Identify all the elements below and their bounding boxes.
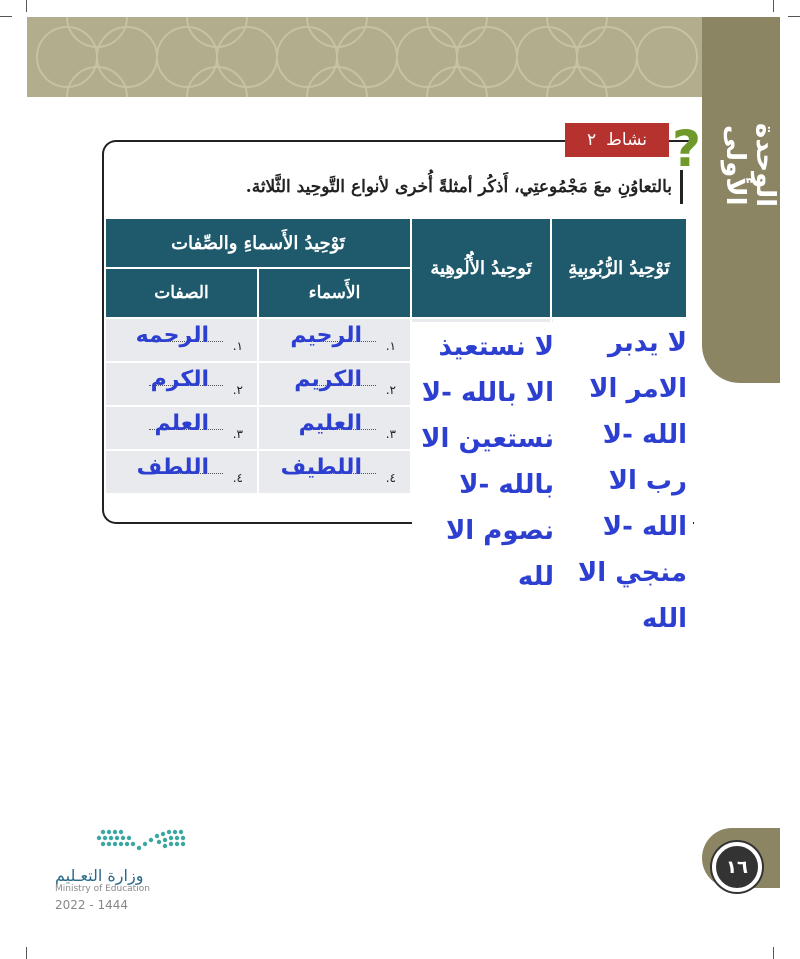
header-banner bbox=[27, 17, 770, 97]
row-index: ٣. bbox=[232, 427, 243, 441]
activity-instruction: بالتعاوُنِ معَ مَجْمُوعتِي، أَذكُر أمثلةً أُخرى لأنواع التَّوحِيد الثَّلاثة. bbox=[140, 170, 683, 204]
answer-name: الكريم bbox=[294, 367, 362, 392]
ministry-name-en: Ministry of Education bbox=[55, 884, 150, 894]
header-rububiyyah: تَوْحِيدُ الرُّبُوبِيةِ bbox=[551, 218, 687, 318]
attribute-cell[interactable] bbox=[105, 406, 258, 450]
answer-name: اللطيف bbox=[280, 455, 362, 480]
banner-pattern bbox=[27, 17, 770, 97]
uluhiyyah-answer: لا نستعيذ الا بالله -لا نستعين الا بالله -لا نصوم الا لله bbox=[412, 322, 560, 542]
crop-mark bbox=[26, 947, 27, 959]
ministry-logo-icon bbox=[55, 826, 195, 866]
answer-attribute: الرحمه bbox=[135, 323, 209, 348]
ministry-name-ar: وزارة التعـليم bbox=[55, 866, 144, 885]
unit-title: الوحدة الأولى bbox=[720, 122, 780, 208]
answer-attribute: الكرم bbox=[150, 367, 209, 392]
crop-mark bbox=[0, 16, 12, 17]
header-sifat: الصفات bbox=[105, 268, 258, 318]
activity-number: ٢ bbox=[587, 130, 597, 150]
answer-attribute: العلم bbox=[154, 411, 209, 436]
name-cell[interactable] bbox=[258, 318, 411, 362]
header-asma: الأَسماء bbox=[258, 268, 411, 318]
attribute-cell[interactable] bbox=[105, 450, 258, 494]
crop-mark bbox=[773, 0, 774, 12]
header-asma-sifat: تَوْحِيدُ الأَسماءِ والصِّفات bbox=[105, 218, 411, 268]
answer-attribute: اللطف bbox=[136, 455, 209, 480]
row-index: ٢. bbox=[232, 383, 243, 397]
rububiyyah-answer: لا يدبر الامر الا الله -لا رب الا الله -لا منجي الا الله bbox=[553, 318, 693, 536]
row-index: ١. bbox=[232, 339, 243, 353]
question-mark-icon: ? bbox=[672, 120, 702, 178]
attribute-cell[interactable] bbox=[105, 362, 258, 406]
answer-name: العليم bbox=[298, 411, 362, 436]
activity-badge bbox=[565, 123, 669, 157]
name-cell[interactable] bbox=[258, 450, 411, 494]
row-index: ٤. bbox=[232, 471, 243, 485]
crop-mark bbox=[26, 0, 27, 12]
answer-name: الرحيم bbox=[290, 323, 362, 348]
header-uluhiyyah: تَوحِيدُ الأُلُوهِية bbox=[411, 218, 551, 318]
row-index: ٣. bbox=[385, 427, 396, 441]
crop-mark bbox=[788, 16, 800, 17]
activity-label: نشاط bbox=[606, 130, 647, 150]
page-number: ١٦ bbox=[712, 842, 762, 892]
row-index: ٤. bbox=[385, 471, 396, 485]
crop-mark bbox=[773, 947, 774, 959]
attribute-cell[interactable] bbox=[105, 318, 258, 362]
name-cell[interactable] bbox=[258, 362, 411, 406]
row-index: ١. bbox=[385, 339, 396, 353]
row-index: ٢. bbox=[385, 383, 396, 397]
name-cell[interactable] bbox=[258, 406, 411, 450]
edition-year: 2022 - 1444 bbox=[55, 898, 129, 912]
